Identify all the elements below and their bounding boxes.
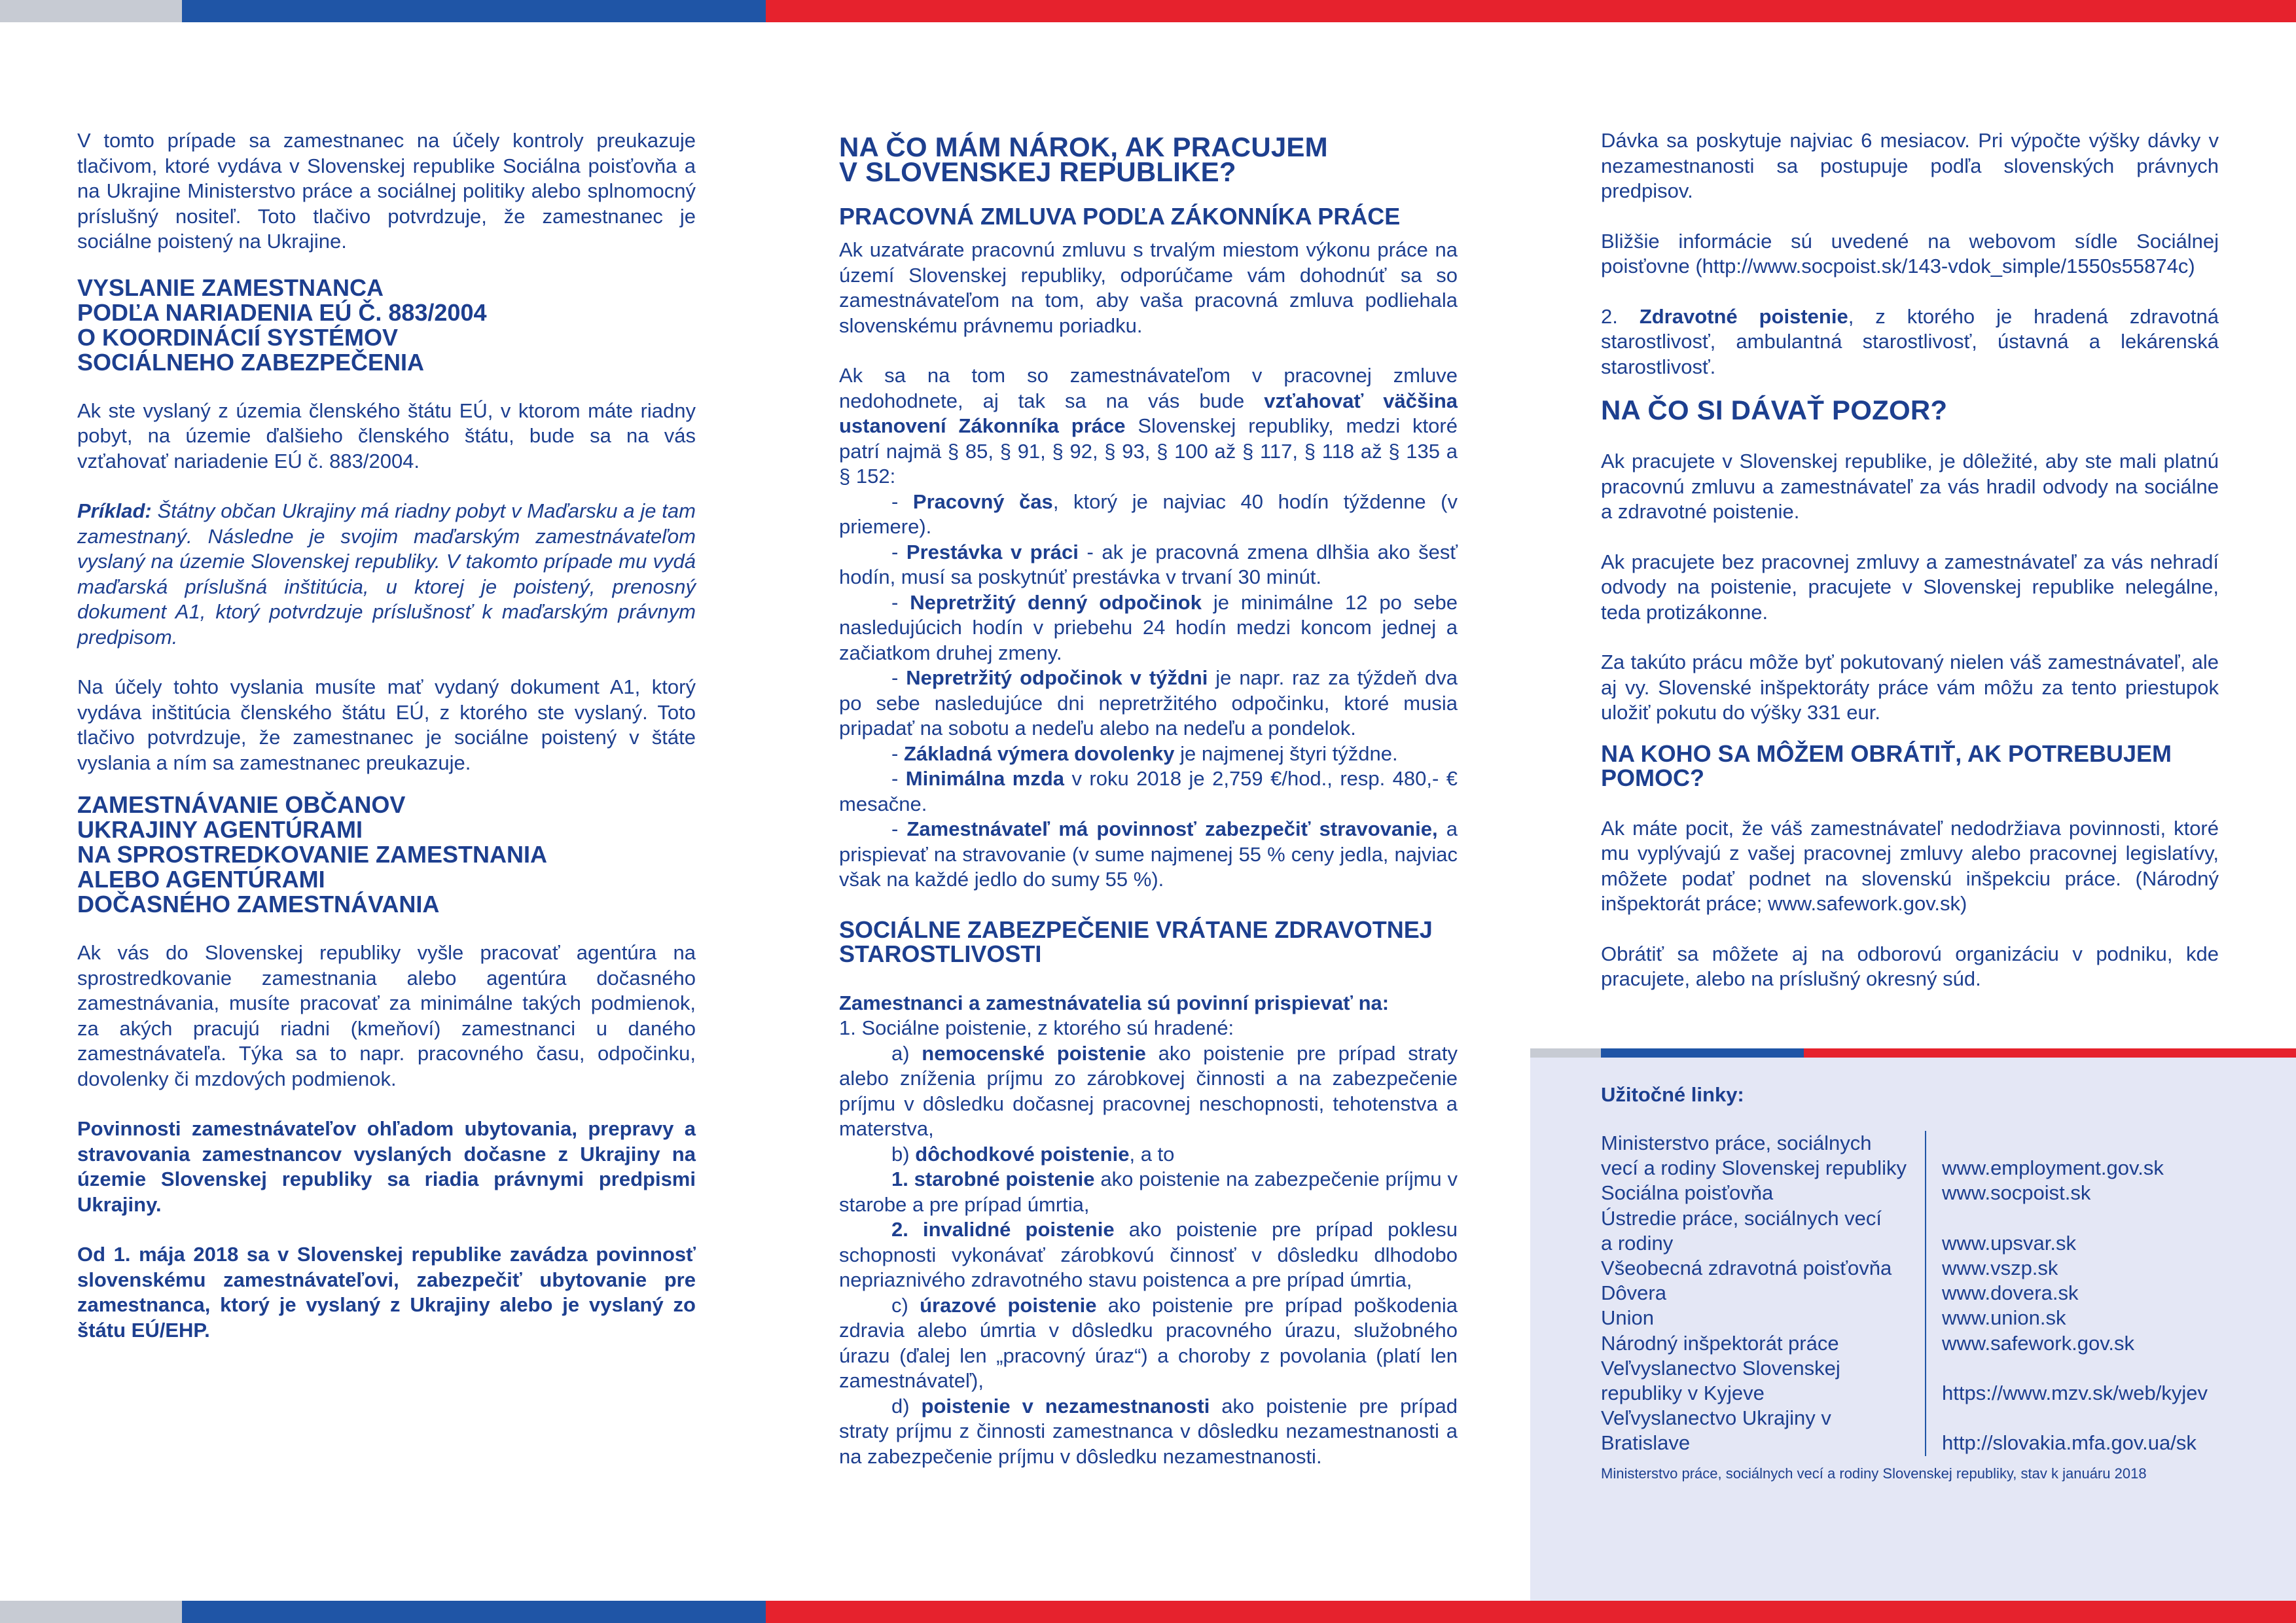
heading-zmluva: PRACOVNÁ ZMLUVA PODĽA ZÁKONNÍKA PRÁCE <box>839 203 1401 230</box>
link-name: Ústredie práce, sociálnych vecí a rodiny <box>1601 1206 1926 1256</box>
column-left <box>77 128 696 1368</box>
nedohodnete-bold: vzťahovať väčšina ustanovení Zákonníka práce <box>839 389 1458 437</box>
paragraph-pozor-1: Ak pracujete v Slovenskej republike, je dôležité, aby ste mali platnú pracovnú zmluvu a zamestnávateľ za vás hradil odvody na sociálne a zdravotné poistenie. <box>1601 450 2219 523</box>
link-name: Ministerstvo práce, sociálnych vecí a rodiny Slovenskej republiky <box>1601 1131 1926 1181</box>
link-name: Dôvera <box>1601 1281 1926 1306</box>
paragraph-vyslany: Ak ste vyslaný z územia členského štátu EÚ, v ktorom máte riadny pobyt, na územie ďalšieho členského štátu, bude sa na vás vzťahovať nariadenie EÚ č. 883/2004. <box>77 399 696 473</box>
link-url[interactable]: http://slovakia.mfa.gov.ua/sk <box>1942 1431 2197 1455</box>
paragraph-agentury: Ak vás do Slovenskej republiky vyšle pracovať agentúra na sprostredkovanie zamestnania alebo agentúra dočasného zamestnávania, musíte pracovať za minimálne takých podmienok, za akých pracujú riadni (kmeňoví) zamestnanci u daného zamestnávateľa. Týka sa to napr. pracovného času, odpočinku, dovolenky či mzdových podmienok. <box>77 941 696 1090</box>
list-item: - Minimálna mzda v roku 2018 je 2,759 €/hod., resp. 480,- € mesačne. <box>839 767 1458 815</box>
link-name: Národný inšpektorát práce <box>1601 1331 1926 1356</box>
example-paragraph <box>77 499 696 650</box>
paragraph-povinni: Zamestnanci a zamestnávatelia sú povinní prispievať na: <box>839 991 1390 1014</box>
intro-paragraph: V tomto prípade sa zamestnanec na účely kontroly preukazuje tlačivom, ktoré vydáva v Slovenskej republike Sociálna poisťovňa a na Ukrajine Ministerstvo práce a sociálnej politiky alebo splnomocný príslušný nositeľ. Toto tlačivo potvrdzuje, že zamestnanec je sociálne poistený na Ukrajine. <box>77 129 696 253</box>
paragraph-pozor-2: Ak pracujete bez pracovnej zmluvy a zamestnávateľ za vás nehradí odvody na poistenie, pracujete v Slovenskej republike nelegálne, teda protizákonne. <box>1601 550 2219 624</box>
paragraph-info: Bližšie informácie sú uvedené na webovom sídle Sociálnej poisťovne (http://www.socpoist.sk/143-vdok_simple/1550s55874c) <box>1601 229 2219 277</box>
paragraph-pomoc-2: Obrátiť sa môžete aj na odborovú organizáciu v podniku, kde pracujete, alebo na príslušný okresný súd. <box>1601 942 2219 990</box>
links-title: Užitočné linky: <box>1601 1083 1744 1106</box>
link-row <box>1601 1281 2229 1306</box>
link-url[interactable]: www.safework.gov.sk <box>1942 1331 2135 1355</box>
rights-list <box>839 490 1458 893</box>
bottom-flag-stripe <box>0 1601 2296 1623</box>
list-item: - Nepretržitý denný odpočinok je minimálne 12 po sebe nasledujúcich hodín v priebehu 24 hodín medzi koncom jednej a začiatkom druhej zmeny. <box>839 590 1458 664</box>
heading-agentury: ZAMESTNÁVANIE OBČANOV UKRAJINY AGENTÚRAMI NA SPROSTREDKOVANIE ZAMESTNANIA ALEBO AGENTÚRAMI DOČASNÉHO ZAMESTNÁVANIA <box>77 791 548 918</box>
list-item: - Nepretržitý odpočinok v týždni je napr. raz za týždeň dva po sebe nasledujúce dni nepretržitého odpočinku, ktoré musia pripadať na sobotu a nedeľu alebo na nedeľu a pondelok. <box>839 666 1458 740</box>
paragraph-pomoc-1: Ak máte pocit, že váš zamestnávateľ nedodržiava povinnosti, ktoré mu vyplývajú z vašej pracovnej zmluvy alebo pracovnej legislatívy, môžete podať podnet na slovenskú inšpekciu práce. (Národný inšpektorát práce; www.safework.gov.sk) <box>1601 816 2219 915</box>
heading-vyslanie: VYSLANIE ZAMESTNANCA PODĽA NARIADENIA EÚ Č. 883/2004 O KOORDINÁCIÍ SYSTÉMOV SOCIÁLNEHO ZABEZPEČENIA <box>77 274 487 376</box>
link-url[interactable]: www.upsvar.sk <box>1942 1231 2077 1255</box>
list-item: - Pracovný čas, ktorý je najviac 40 hodín týždenne (v priemere). <box>839 490 1458 538</box>
paragraph-a1: Na účely tohto vyslania musíte mať vydaný dokument A1, ktorý vydáva inštitúcia členského štátu EÚ, z ktorého ste vyslaný. Toto tlačivo potvrdzuje, že zamestnanec je sociálne poistený v štáte vyslania a ním sa zamestnanec preukazuje. <box>77 675 696 774</box>
link-name: Sociálna poisťovňa <box>1601 1181 1926 1205</box>
footnote: Ministerstvo práce, sociálnych vecí a rodiny Slovenskej republiky, stav k januáru 2018 <box>1601 1465 2147 1482</box>
link-row <box>1601 1331 2229 1356</box>
nedohodnete-text: Ak sa na tom so zamestnávateľom v pracovnej zmluve nedohodnete, aj tak sa na vás bude <box>839 364 1458 412</box>
list-item: - Základná výmera dovolenky je najmenej štyri týždne. <box>891 741 1398 765</box>
insurance-item-b2: 2. invalidné poistenie ako poistenie pre prípad poklesu schopnosti vykonávať zárobkovú činnosť v dôsledku dlhodobo nepriaznivého zdravotného stavu poistenca a pre prípad úmrtia, <box>839 1218 1458 1291</box>
link-name: Všeobecná zdravotná poisťovňa <box>1601 1256 1926 1281</box>
column-middle <box>839 128 1458 1469</box>
link-name: Veľvyslanectvo Ukrajiny v Bratislave <box>1601 1406 1926 1455</box>
link-url[interactable]: www.socpoist.sk <box>1942 1181 2091 1205</box>
link-row <box>1601 1131 2229 1181</box>
example-label: Príklad: <box>77 499 152 522</box>
heading-narok: NA ČO MÁM NÁROK, AK PRACUJEM V SLOVENSKEJ REPUBLIKE? <box>839 132 1328 187</box>
paragraph-povinnosti: Povinnosti zamestnávateľov ohľadom ubytovania, prepravy a stravovania zamestnancov vyslaných dočasne z Ukrajiny na územie Slovenskej republiky sa riadia právnymi predpismi Ukrajiny. <box>77 1117 696 1216</box>
top-flag-stripe <box>0 0 2296 22</box>
list-item: - Zamestnávateľ má povinnosť zabezpečiť stravovanie, a prispievať na stravovanie (v sume najmenej 55 % ceny jedla, najviac však na každé jedlo do sumy 55 %). <box>839 817 1458 891</box>
insurance-item-b1: 1. starobné poistenie ako poistenie na zabezpečenie príjmu v starobe a pre prípad úmrtia, <box>839 1168 1458 1216</box>
paragraph-nedohodnete <box>839 363 1458 490</box>
nedohodnete-rest: Slovenskej republiky, medzi ktoré patrí najmä § 85, § 91, § 92, § 93, § 100 až § 117, § 118 až § 135 a § 152: <box>839 414 1458 488</box>
link-row <box>1601 1306 2229 1330</box>
paragraph-zmluva: Ak uzatvárate pracovnú zmluvu s trvalým miestom výkonu práce na území Slovenskej republiky, odporúčame vám dohodnúť sa so zamestnávateľom na tom, aby vaša pracovná zmluva podliehala slovenskému právnemu poriadku. <box>839 238 1458 337</box>
link-row <box>1601 1181 2229 1205</box>
link-url[interactable]: www.dovera.sk <box>1942 1281 2079 1305</box>
column-right <box>1601 128 2219 1017</box>
useful-links-panel <box>1530 1048 2296 1601</box>
insurance-item-a: a) nemocenské poistenie ako poistenie pre prípad straty alebo zníženia príjmu zo zárobkovej činnosti a na zabezpečenie príjmu v dôsledku dočasnej pracovnej neschopnosti, tehotenstva a materstva, <box>839 1041 1458 1140</box>
link-url[interactable]: www.vszp.sk <box>1942 1257 2058 1280</box>
heading-socialne: SOCIÁLNE ZABEZPEČENIE VRÁTANE ZDRAVOTNEJ STAROSTLIVOSTI <box>839 916 1433 967</box>
paragraph-davka: Dávka sa poskytuje najviac 6 mesiacov. Pri výpočte výšky dávky v nezamestnanosti sa postupuje podľa slovenských právnych predpisov. <box>1601 129 2219 202</box>
list-item: - Prestávka v práci - ak je pracovná zmena dlhšia ako šesť hodín, musí sa poskytnúť prestávka v trvaní 30 minút. <box>839 540 1458 588</box>
link-row <box>1601 1206 2229 1256</box>
links-table <box>1601 1131 2229 1456</box>
insurance-item-b: b) dôchodkové poistenie, a to <box>891 1142 1175 1166</box>
link-url[interactable]: https://www.mzv.sk/web/kyjev <box>1942 1382 2208 1405</box>
heading-pozor: NA ČO SI DÁVAŤ POZOR? <box>1601 395 1948 425</box>
link-url[interactable]: www.union.sk <box>1942 1306 2066 1330</box>
paragraph-pozor-3: Za takúto prácu môže byť pokutovaný nielen váš zamestnávateľ, ale aj vy. Slovenské inšpektoráty práce vám môžu za tento priestupok uložiť pokutu do výšky 331 eur. <box>1601 651 2219 724</box>
links-flag-stripe <box>1530 1048 2296 1058</box>
link-name: Union <box>1601 1306 1926 1330</box>
paragraph-socialne-poistenie: 1. Sociálne poistenie, z ktorého sú hradené: <box>839 1016 1234 1039</box>
link-row <box>1601 1256 2229 1281</box>
link-row <box>1601 1356 2229 1406</box>
paragraph-zdravotne: 2. Zdravotné poistenie, z ktorého je hradená zdravotná starostlivosť, ambulantná starostlivosť, ústavná a lekárenská starostlivosť. <box>1601 304 2219 378</box>
insurance-item-c: c) úrazové poistenie ako poistenie pre prípad poškodenia zdravia alebo úmrtia v dôsledku pracovného úrazu, služobného úrazu (ďalej len „pracovný úraz“) a choroby z povolania (platí len zamestnávateľ), <box>839 1293 1458 1392</box>
link-url[interactable]: www.employment.gov.sk <box>1942 1156 2164 1180</box>
insurance-item-d: d) poistenie v nezamestnanosti ako poistenie pre prípad straty príjmu z činnosti zamestnanca v dôsledku nezamestnanosti a na zabezpečenie príjmu v dôsledku nezamestnanosti. <box>839 1394 1458 1468</box>
example-text: Štátny občan Ukrajiny má riadny pobyt v Maďarsku a je tam zamestnaný. Následne je svojim maďarským zamestnávateľom vyslaný na územie Slovenskej republiky. V takomto prípade mu vydá maďarská príslušná inštitúcia, u ktorej je poistený, prenosný dokument A1, ktorý potvrdzuje príslušnosť k maďarským právnym predpisom. <box>77 499 696 649</box>
heading-pomoc: NA KOHO SA MÔŽEM OBRÁTIŤ, AK POTREBUJEM POMOC? <box>1601 740 2172 791</box>
link-row <box>1601 1406 2229 1455</box>
paragraph-maj-2018: Od 1. mája 2018 sa v Slovenskej republike zavádza povinnosť slovenskému zamestnávateľovi, zabezpečiť ubytovanie pre zamestnanca, ktorý je vyslaný z Ukrajiny alebo je vyslaný zo štátu EÚ/EHP. <box>77 1243 696 1342</box>
link-name: Veľvyslanectvo Slovenskej republiky v Kyjeve <box>1601 1356 1926 1406</box>
